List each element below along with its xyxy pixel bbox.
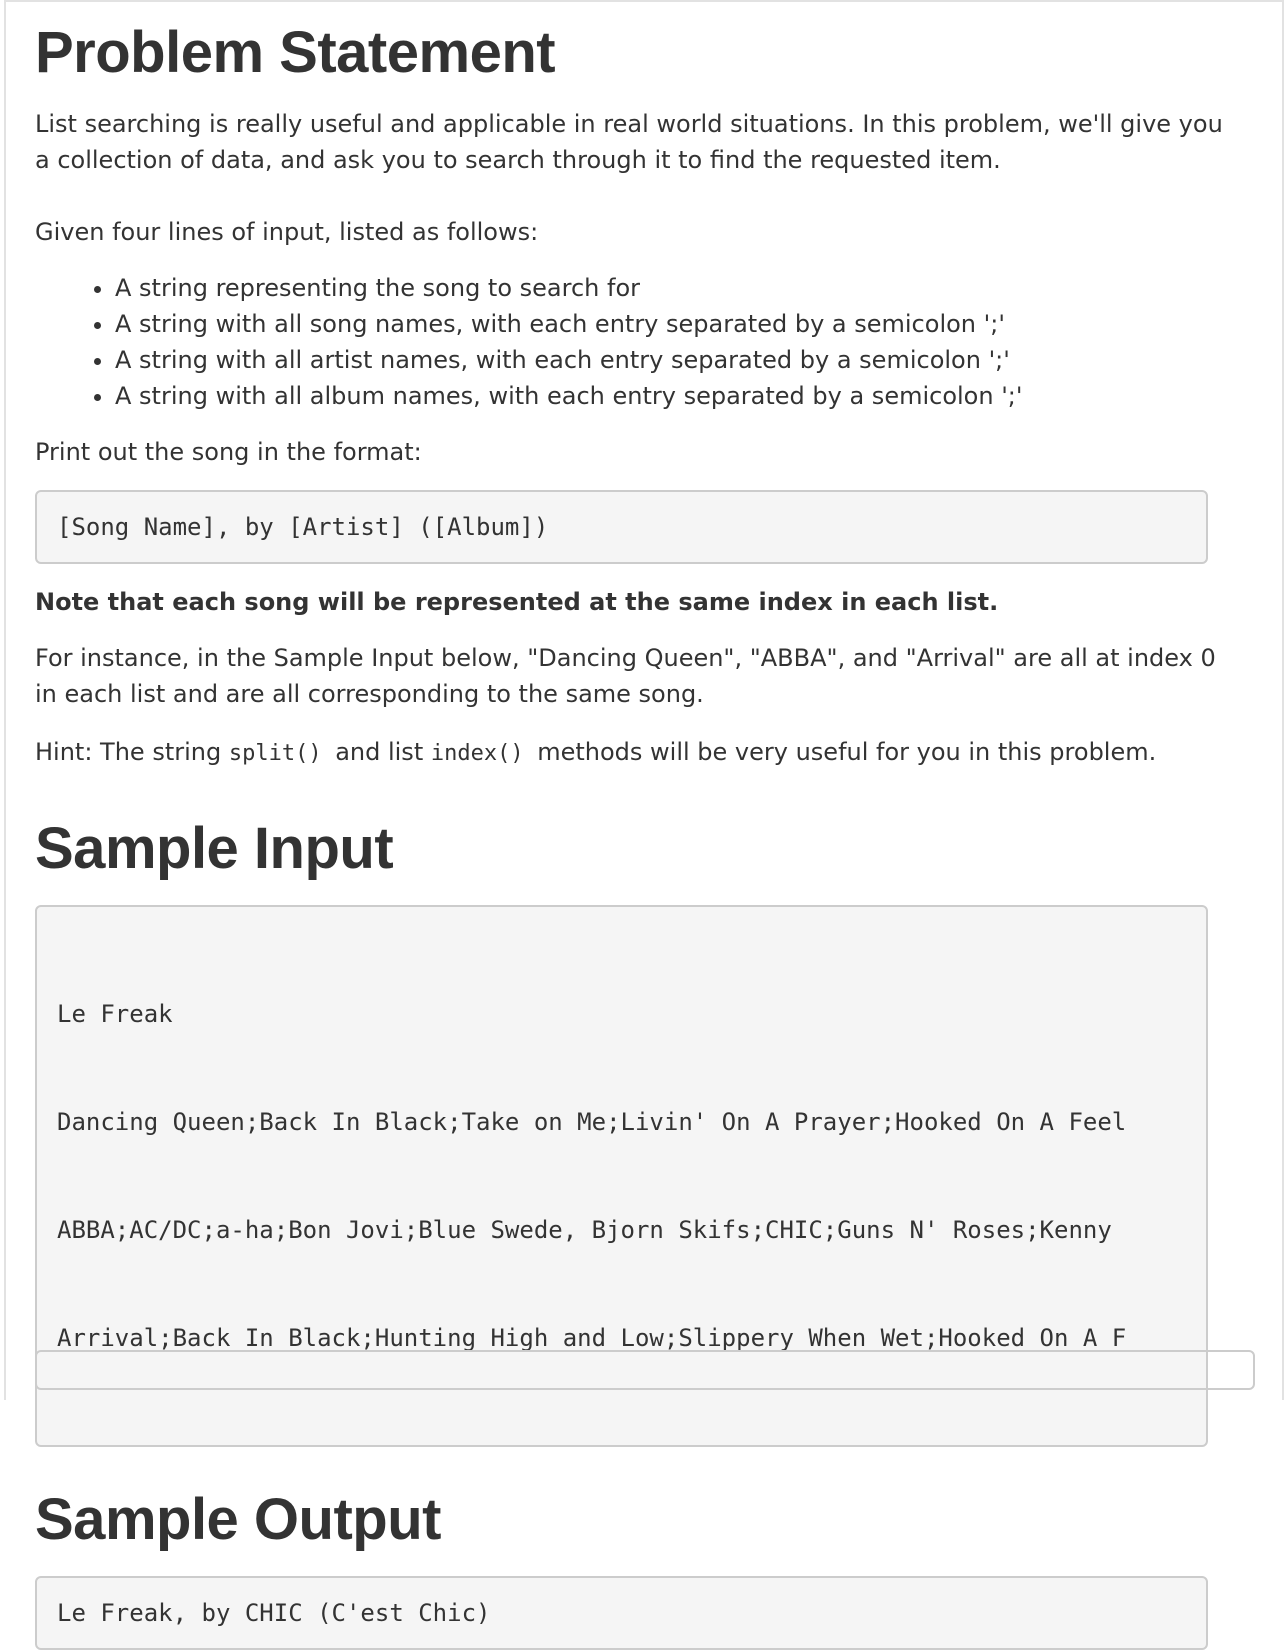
list-item: • A string with all song names, with each entry separated by a semicolon ';' [115,306,1235,342]
problem-content [35,0,1235,1650]
given-paragraph: Given four lines of input, listed as follows: [35,218,539,246]
sample-input-title: Sample Input [35,816,394,881]
sample-input-line: Le Freak [57,1000,173,1028]
sample-input-line: Dancing Queen;Back In Black;Take on Me;Livin' On A Prayer;Hooked On A Feel [57,1108,1127,1136]
hint-prefix: Hint: The string [35,738,229,766]
hint-suffix: methods will be very useful for you in this problem. [529,738,1157,766]
print-format-paragraph: Print out the song in the format: [35,438,422,466]
sample-output-title: Sample Output [35,1487,441,1552]
split-method-code: split() [228,741,322,766]
problem-statement-title: Problem Statement [35,20,556,85]
note-paragraph: Note that each song will be represented at the same index in each list. [35,588,999,616]
sample-input-line: ABBA;AC/DC;a-ha;Bon Jovi;Blue Swede, Bjorn Skifs;CHIC;Guns N' Roses;Kenny [57,1216,1112,1244]
list-item: • A string with all artist names, with each entry separated by a semicolon ';' [115,342,1235,378]
list-item: • A string with all album names, with each entry separated by a semicolon ';' [115,378,1235,414]
hint-paragraph [35,732,1235,774]
hint-middle: and list [327,738,431,766]
input-lines-list [35,270,1235,414]
sample-output-code-block: Le Freak, by CHIC (C'est Chic) [35,1576,1208,1650]
intro-paragraph: List searching is really useful and applicable in real world situations. In this problem, we'll give you a collection of data, and ask you to search through it to find the requested item. [35,110,1223,174]
next-section-box [35,1350,1255,1390]
list-item: • A string representing the song to search for [115,270,1235,306]
sample-input-line: Arrival;Back In Black;Hunting High and Low;Slippery When Wet;Hooked On A F [57,1324,1127,1352]
format-code-block: [Song Name], by [Artist] ([Album]) [35,490,1208,564]
instance-paragraph: For instance, in the Sample Input below, "Dancing Queen", "ABBA", and "Arrival" are all at index 0 in each list and are all corresponding to the same song. [35,644,1216,708]
index-method-code: index() [430,741,524,766]
